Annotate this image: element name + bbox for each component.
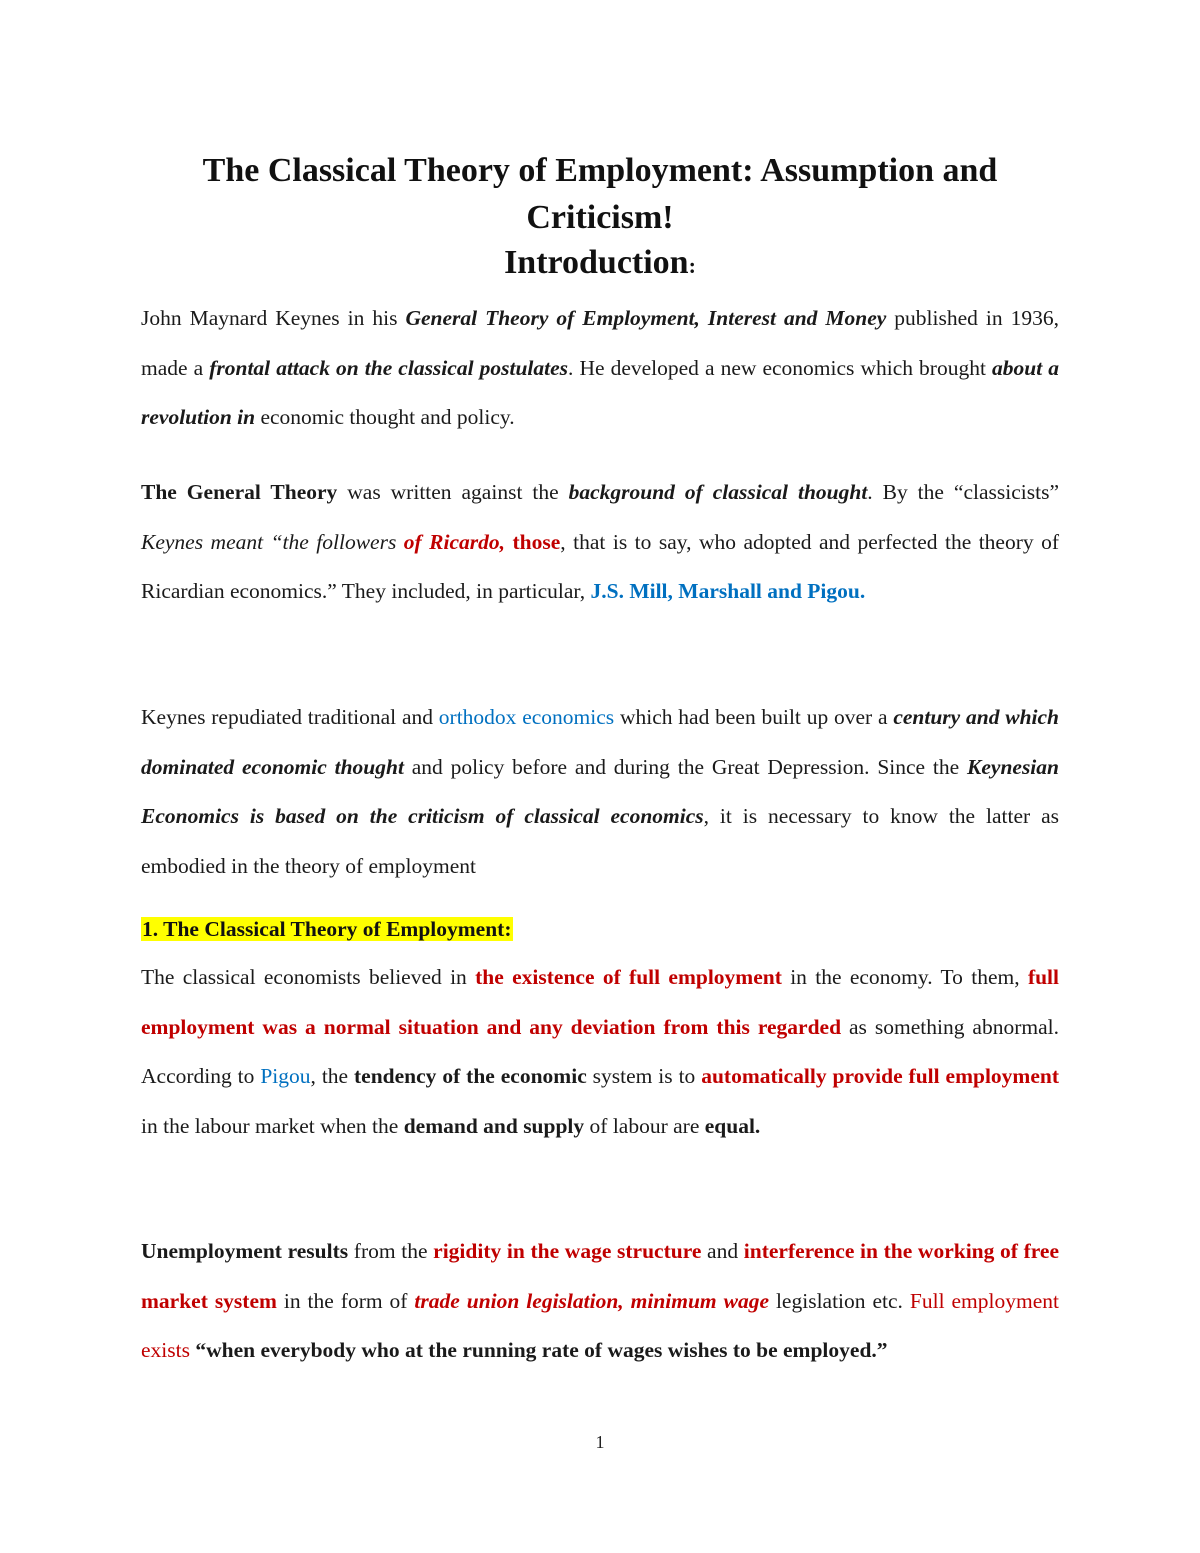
p5-red-bold: interference in the working of free market system: [141, 1239, 1060, 1313]
document-title-line-1: The Classical Theory of Employment: Assumption and: [202, 152, 998, 189]
p1-text: economic thought and policy.: [255, 405, 515, 429]
paragraph-intro: [141, 294, 1059, 443]
p2-bold: The General Theory: [141, 480, 338, 504]
p5-red-emphasis: trade union legislation, minimum wage: [414, 1288, 769, 1313]
p2-text: , that is to say, who adopted and perfected the theory of Ricardian economics.” They included, in particular,: [141, 529, 1060, 603]
introduction-heading: [100, 240, 1100, 289]
p4-text: The classical economists believed in: [141, 965, 476, 989]
section-heading-highlight: 1. The Classical Theory of Employment:: [142, 917, 512, 941]
paragraph-classical-economists: [141, 953, 1059, 1151]
p4-text: in the economy. To them,: [781, 965, 1028, 989]
p2-text: . By the “classicists”: [867, 480, 1059, 504]
p4-bold: equal.: [704, 1113, 761, 1138]
p4-text: of labour are: [584, 1113, 705, 1138]
p2-blue-names: J.S. Mill, Marshall and Pigou.: [590, 579, 866, 603]
p3-blue-text: orthodox economics: [438, 705, 615, 729]
introduction-heading-text: Introduction: [504, 244, 689, 281]
p4-red-bold: full employment was a normal situation and any deviation from this regarded: [141, 965, 1060, 1039]
p5-red-bold: rigidity in the wage structure: [433, 1239, 702, 1263]
p4-red-bold: automatically provide full employment: [701, 1064, 1059, 1088]
p4-text: system is to: [586, 1064, 702, 1088]
page-number: 1: [595, 1432, 605, 1452]
p4-text: as something abnormal. According to: [141, 1014, 1059, 1088]
paragraph-keynes-repudiated: [141, 693, 1059, 891]
p5-bold-quote: “when everybody who at the running rate of wages wishes to be employed.”: [195, 1338, 888, 1362]
section-heading-classical-theory: [141, 905, 1059, 955]
p5-red-text: Full employment exists: [141, 1288, 1059, 1362]
p3-text: which had been built up over a: [614, 705, 894, 729]
p3-emphasis: century and which dominated economic thought: [141, 705, 1060, 779]
p3-text: and policy before and during the Great Depression. Since the: [403, 754, 968, 779]
paragraph-unemployment: [141, 1227, 1059, 1376]
p1-emphasis: frontal attack on the classical postulates: [209, 355, 569, 380]
p4-bold: demand and supply: [403, 1113, 585, 1138]
p4-text: , the: [310, 1064, 355, 1088]
p2-space: [505, 530, 512, 554]
paragraph-general-theory: [141, 468, 1059, 617]
p5-bold: Unemployment results: [141, 1239, 349, 1263]
p3-emphasis: Keynesian Economics is based on the criticism of classical economics: [141, 754, 1059, 828]
p1-emphasis: about a revolution in: [141, 355, 1060, 429]
p5-text: legislation etc.: [769, 1288, 910, 1313]
p5-text: and: [701, 1239, 744, 1263]
p4-bold: tendency of the economic: [354, 1064, 587, 1088]
p4-red-bold: the existence of full employment: [475, 965, 782, 989]
p2-italic: Keynes meant “the followers: [141, 529, 404, 554]
introduction-heading-colon: :: [688, 253, 696, 278]
p5-text: in the form of: [276, 1288, 415, 1313]
document-title-line-2: Criticism!: [526, 199, 674, 236]
p1-book-title: General Theory of Employment, Interest and Money: [405, 306, 887, 330]
p4-text: in the labour market when the: [141, 1113, 404, 1138]
p2-emphasis: background of classical thought: [568, 480, 868, 504]
p1-text: published in 1936, made a: [141, 306, 1059, 380]
p2-red-emphasis: of Ricardo,: [403, 529, 506, 554]
p5-text: from the: [348, 1239, 434, 1263]
p1-text: John Maynard Keynes in his: [141, 306, 406, 330]
p2-red-bold: those: [512, 529, 561, 554]
p3-text: Keynes repudiated traditional and: [141, 705, 439, 729]
p1-text: . He developed a new economics which brought: [568, 355, 993, 380]
p2-text: was written against the: [337, 480, 569, 504]
p3-text: , it is necessary to know the latter as embodied in the theory of employment: [141, 804, 1059, 878]
p4-blue-text: Pigou: [260, 1064, 311, 1088]
